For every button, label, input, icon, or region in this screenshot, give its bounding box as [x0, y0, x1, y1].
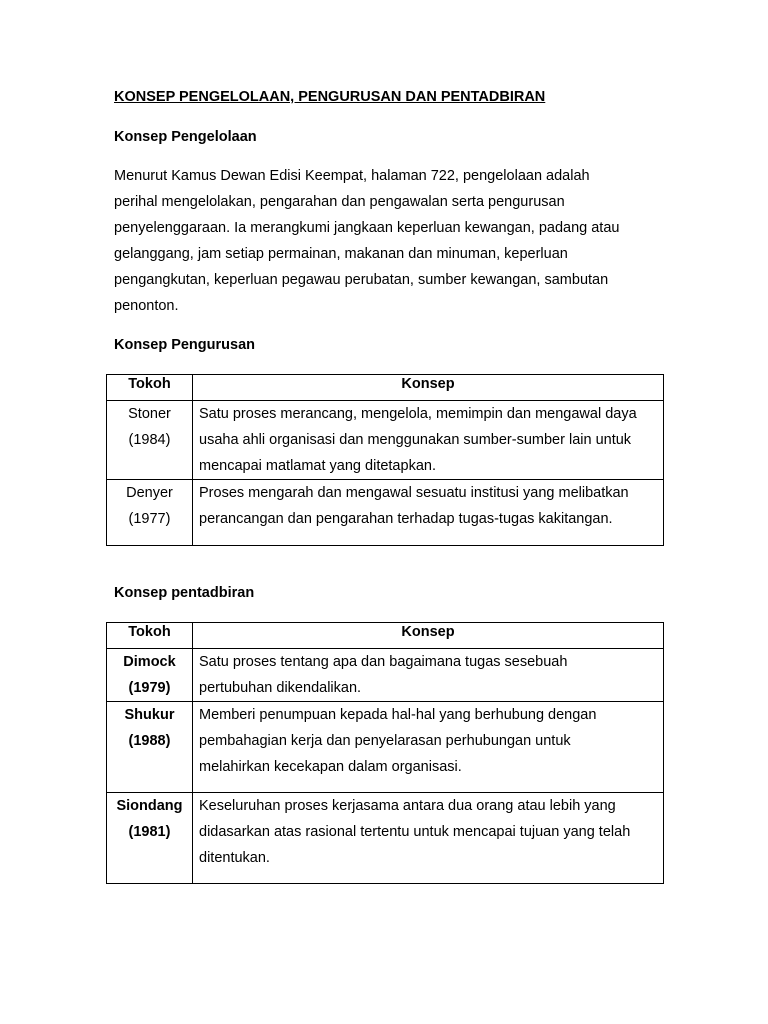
tokoh-cell	[107, 793, 193, 884]
table-row	[107, 401, 664, 480]
tokoh-cell	[107, 480, 193, 546]
konsep-line: pertubuhan dikendalikan.	[199, 680, 362, 696]
tokoh-cell	[107, 401, 193, 480]
konsep-line: Satu proses merancang, mengelola, memimpin dan mengawal daya	[199, 406, 637, 422]
tokoh-name: Siondang	[116, 798, 183, 814]
header-tokoh: Tokoh	[107, 375, 193, 401]
heading-pengurusan: Konsep Pengurusan	[114, 337, 255, 353]
tokoh-year: (1981)	[128, 824, 171, 840]
tokoh-name: Stoner	[128, 406, 171, 422]
tokoh-year: (1988)	[128, 733, 171, 749]
tokoh-name: Shukur	[124, 707, 175, 723]
table-pentadbiran	[106, 622, 664, 884]
tokoh-year: (1979)	[128, 680, 171, 696]
konsep-line: usaha ahli organisasi dan menggunakan sumber-sumber lain untuk	[199, 432, 632, 448]
paragraph-line: gelanggang, jam setiap permainan, makanan dan minuman, keperluan	[114, 246, 568, 262]
konsep-line: ditentukan.	[199, 850, 270, 866]
header-tokoh: Tokoh	[107, 623, 193, 649]
heading-pentadbiran: Konsep pentadbiran	[114, 585, 255, 601]
paragraph-line: perihal mengelolakan, pengarahan dan pengawalan serta pengurusan	[114, 194, 565, 210]
konsep-line: Memberi penumpuan kepada hal-hal yang berhubung dengan	[199, 707, 597, 723]
konsep-cell	[193, 649, 664, 702]
paragraph-pengelolaan	[114, 163, 662, 319]
table-row	[107, 793, 664, 884]
tokoh-year: (1984)	[128, 432, 171, 448]
konsep-line: perancangan dan pengarahan terhadap tugas-tugas kakitangan.	[199, 511, 613, 527]
header-konsep: Konsep	[193, 375, 664, 401]
table-row	[107, 649, 664, 702]
konsep-cell	[193, 793, 664, 884]
tokoh-name: Dimock	[123, 654, 176, 670]
header-konsep: Konsep	[193, 623, 664, 649]
konsep-cell	[193, 401, 664, 480]
konsep-line: Keseluruhan proses kerjasama antara dua orang atau lebih yang	[199, 798, 616, 814]
table-row	[107, 480, 664, 546]
konsep-line: melahirkan kecekapan dalam organisasi.	[199, 759, 462, 775]
konsep-line: Proses mengarah dan mengawal sesuatu institusi yang melibatkan	[199, 485, 629, 501]
paragraph-line: pengangkutan, keperluan pegawau perubatan, sumber kewangan, sambutan	[114, 272, 609, 288]
paragraph-line: penyelenggaraan. Ia merangkumi jangkaan keperluan kewangan, padang atau	[114, 220, 620, 236]
tokoh-year: (1977)	[128, 511, 171, 527]
paragraph-line: penonton.	[114, 298, 179, 314]
konsep-line: mencapai matlamat yang ditetapkan.	[199, 458, 436, 474]
heading-pengelolaan: Konsep Pengelolaan	[114, 129, 257, 145]
table-pengurusan	[106, 374, 664, 546]
table-header-row	[107, 375, 664, 401]
table-row	[107, 702, 664, 793]
table-header-row	[107, 623, 664, 649]
konsep-line: Satu proses tentang apa dan bagaimana tugas sesebuah	[199, 654, 568, 670]
paragraph-line: Menurut Kamus Dewan Edisi Keempat, halaman 722, pengelolaan adalah	[114, 168, 590, 184]
tokoh-cell	[107, 702, 193, 793]
konsep-line: didasarkan atas rasional tertentu untuk mencapai tujuan yang telah	[199, 824, 631, 840]
konsep-cell	[193, 480, 664, 546]
tokoh-name: Denyer	[126, 485, 173, 501]
tokoh-cell	[107, 649, 193, 702]
konsep-line: pembahagian kerja dan penyelarasan perhubungan untuk	[199, 733, 571, 749]
konsep-cell	[193, 702, 664, 793]
main-title: KONSEP PENGELOLAAN, PENGURUSAN DAN PENTADBIRAN	[114, 89, 546, 105]
